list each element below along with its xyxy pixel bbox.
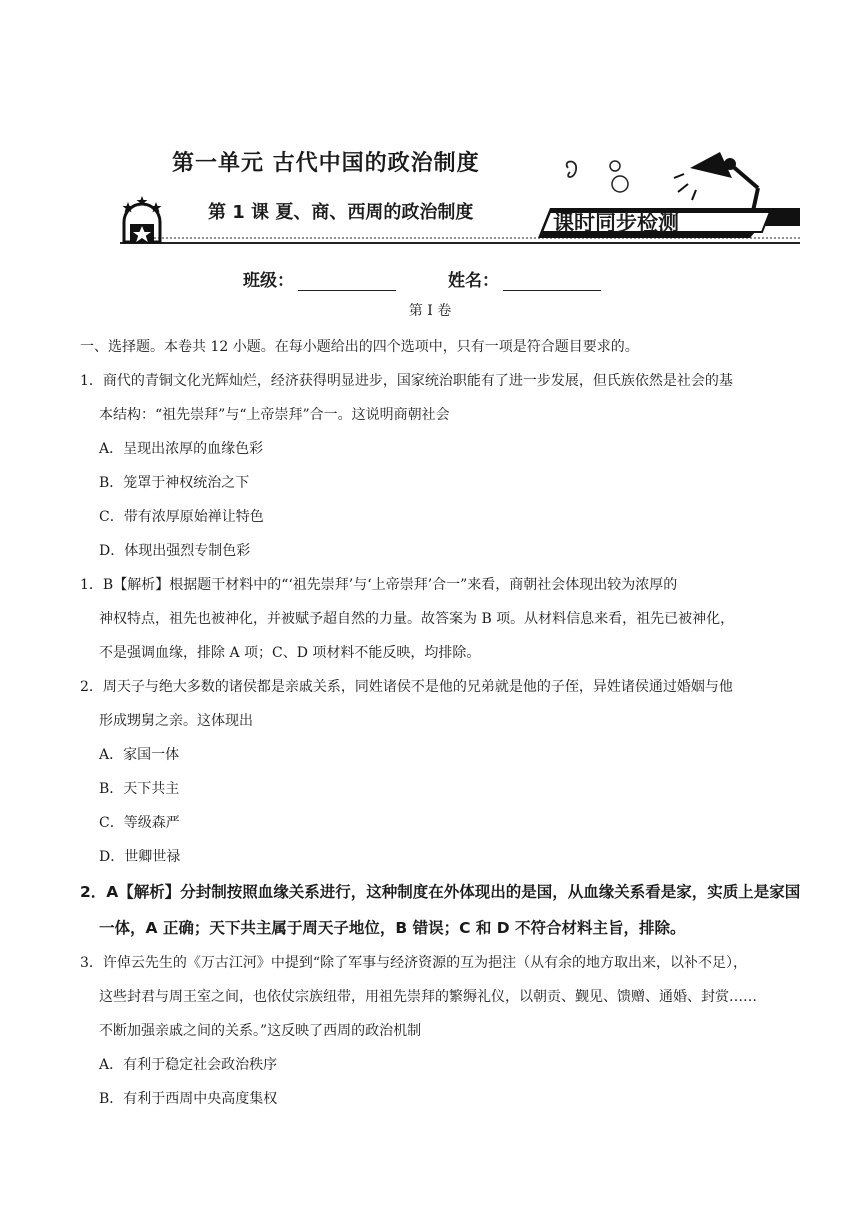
unit-title: 第一单元 古代中国的政治制度 <box>172 151 480 176</box>
q2-option-a: A．家国一体 <box>99 747 180 763</box>
name-label: 姓名： <box>448 271 499 291</box>
q1-answer-line: 不是强调血缘，排除 A 项；C、D 项材料不能反映，均排除。 <box>99 645 481 661</box>
q1-stem-line: 本结构：“祖先崇拜”与“上帝崇拜”合一。这说明商朝社会 <box>99 407 450 423</box>
q2-stem-line: 形成甥舅之亲。这体现出 <box>99 713 253 729</box>
q2-stem-line: 2．周天子与绝大多数的诸侯都是亲戚关系，同姓诸侯不是他的兄弟就是他的子侄，异姓诸侯通过婚姻与他 <box>80 679 733 695</box>
section-intro: 一、选择题。本卷共 12 小题。在每小题给出的四个选项中，只有一项是符合题目要求的。 <box>80 339 639 355</box>
lesson-title: 第 1 课 夏、商、西周的政治制度 <box>208 202 474 223</box>
q1-option-b: B．笼罩于神权统治之下 <box>99 475 250 491</box>
q2-option-c: C．等级森严 <box>99 815 180 831</box>
class-blank[interactable] <box>298 274 396 291</box>
q3-stem-line: 3．许倬云先生的《万古江河》中提到“除了军事与经济资源的互为挹注（从有余的地方取出来，以补不足）， <box>80 955 748 971</box>
q3-stem-line: 这些封君与周王室之间，也依仗宗族纽带，用祖先崇拜的繁缛礼仪，以朝贡、觐见、馈赠、通婚、封赏…… <box>99 989 757 1005</box>
class-label: 班级： <box>243 271 294 291</box>
name-blank[interactable] <box>503 274 601 291</box>
star-badge-icon <box>123 196 162 242</box>
q1-stem-line: 1．商代的青铜文化光辉灿烂，经济获得明显进步，国家统治职能有了进一步发展，但氏族依然是社会的基 <box>80 373 733 389</box>
q3-stem-line: 不断加强亲戚之间的关系。”这反映了西周的政治机制 <box>99 1023 422 1039</box>
q2-option-b: B．天下共主 <box>99 781 180 797</box>
q2-answer-line: 一体，A 正确；天下共主属于周天子地位，B 错误；C 和 D 不符合材料主旨，排除。 <box>99 919 686 937</box>
question-content <box>80 330 801 1116</box>
q1-option-a: A．呈现出浓厚的血缘色彩 <box>99 441 264 457</box>
student-info-row <box>243 266 601 291</box>
q1-option-c: C．带有浓厚原始禅让特色 <box>99 509 264 525</box>
q1-option-d: D．体现出强烈专制色彩 <box>99 543 251 559</box>
q3-option-a: A．有利于稳定社会政治秩序 <box>99 1057 278 1073</box>
sync-test-label: 课时同步检测 <box>553 211 679 235</box>
volume-label: 第 I 卷 <box>408 303 452 319</box>
q3-option-b: B．有利于西周中央高度集权 <box>99 1091 278 1107</box>
q1-answer-line: 神权特点，祖先也被神化，并被赋予超自然的力量。故答案为 B 项。从材料信息来看，祖先已被神化， <box>99 611 735 627</box>
q2-answer-line: 2．A【解析】分封制按照血缘关系进行，这种制度在外体现出的是国，从血缘关系看是家，实质上是家国 <box>80 883 801 901</box>
q2-option-d: D．世卿世禄 <box>99 849 181 865</box>
q1-answer-line: 1．B【解析】根据题干材料中的“‘祖先崇拜’与‘上帝崇拜’合一”来看，商朝社会体现出较为浓厚的 <box>80 577 678 593</box>
